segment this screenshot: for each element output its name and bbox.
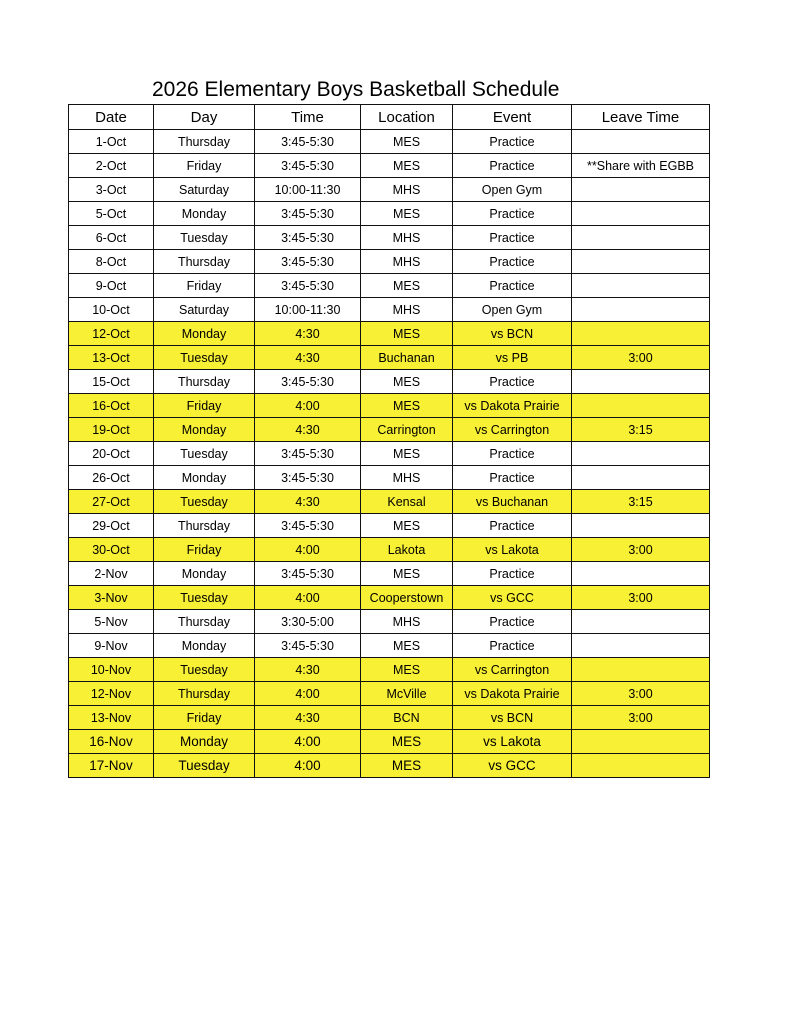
cell-location: MES <box>361 370 453 394</box>
cell-time: 10:00-11:30 <box>255 178 361 202</box>
cell-day: Tuesday <box>154 490 255 514</box>
cell-event: Practice <box>453 250 572 274</box>
cell-time: 3:45-5:30 <box>255 250 361 274</box>
cell-leave <box>572 298 710 322</box>
cell-location: MHS <box>361 178 453 202</box>
table-row <box>69 202 710 226</box>
cell-leave <box>572 178 710 202</box>
cell-date: 2-Nov <box>69 562 154 586</box>
cell-event: Practice <box>453 274 572 298</box>
cell-day: Thursday <box>154 130 255 154</box>
cell-location: MES <box>361 658 453 682</box>
cell-leave <box>572 202 710 226</box>
cell-day: Monday <box>154 466 255 490</box>
cell-time: 4:00 <box>255 538 361 562</box>
cell-location: Lakota <box>361 538 453 562</box>
cell-date: 2-Oct <box>69 154 154 178</box>
cell-event: Practice <box>453 202 572 226</box>
cell-leave <box>572 394 710 418</box>
cell-date: 19-Oct <box>69 418 154 442</box>
schedule-body <box>69 130 710 778</box>
cell-event: vs Carrington <box>453 418 572 442</box>
table-row <box>69 346 710 370</box>
header-time: Time <box>255 105 361 130</box>
cell-date: 5-Oct <box>69 202 154 226</box>
cell-location: MES <box>361 634 453 658</box>
cell-time: 3:45-5:30 <box>255 370 361 394</box>
cell-location: MES <box>361 154 453 178</box>
cell-day: Saturday <box>154 298 255 322</box>
table-row <box>69 394 710 418</box>
cell-day: Tuesday <box>154 442 255 466</box>
cell-day: Thursday <box>154 250 255 274</box>
cell-leave: 3:00 <box>572 538 710 562</box>
cell-day: Thursday <box>154 610 255 634</box>
table-row <box>69 682 710 706</box>
cell-leave <box>572 370 710 394</box>
cell-date: 3-Oct <box>69 178 154 202</box>
cell-day: Friday <box>154 538 255 562</box>
cell-time: 3:30-5:00 <box>255 610 361 634</box>
cell-date: 13-Nov <box>69 706 154 730</box>
table-row <box>69 730 710 754</box>
cell-leave <box>572 226 710 250</box>
cell-time: 3:45-5:30 <box>255 274 361 298</box>
cell-event: Practice <box>453 562 572 586</box>
cell-event: vs GCC <box>453 754 572 778</box>
cell-leave <box>572 634 710 658</box>
page-title: 2026 Elementary Boys Basketball Schedule <box>152 78 560 101</box>
cell-leave <box>572 274 710 298</box>
cell-event: Practice <box>453 634 572 658</box>
cell-date: 10-Nov <box>69 658 154 682</box>
cell-time: 3:45-5:30 <box>255 634 361 658</box>
cell-leave <box>572 754 710 778</box>
cell-time: 4:00 <box>255 682 361 706</box>
cell-date: 20-Oct <box>69 442 154 466</box>
cell-time: 4:30 <box>255 346 361 370</box>
cell-location: Kensal <box>361 490 453 514</box>
cell-location: BCN <box>361 706 453 730</box>
cell-time: 3:45-5:30 <box>255 202 361 226</box>
cell-leave <box>572 514 710 538</box>
cell-location: MES <box>361 442 453 466</box>
header-day: Day <box>154 105 255 130</box>
cell-day: Tuesday <box>154 754 255 778</box>
cell-day: Saturday <box>154 178 255 202</box>
cell-time: 4:30 <box>255 658 361 682</box>
cell-leave: **Share with EGBB <box>572 154 710 178</box>
cell-date: 26-Oct <box>69 466 154 490</box>
table-row <box>69 706 710 730</box>
cell-location: MES <box>361 514 453 538</box>
cell-leave <box>572 322 710 346</box>
cell-date: 8-Oct <box>69 250 154 274</box>
cell-date: 9-Nov <box>69 634 154 658</box>
cell-event: Practice <box>453 466 572 490</box>
cell-location: MHS <box>361 250 453 274</box>
table-row <box>69 634 710 658</box>
cell-location: MES <box>361 130 453 154</box>
table-row <box>69 658 710 682</box>
cell-event: Practice <box>453 130 572 154</box>
cell-time: 3:45-5:30 <box>255 154 361 178</box>
cell-leave: 3:00 <box>572 586 710 610</box>
cell-time: 10:00-11:30 <box>255 298 361 322</box>
cell-event: Open Gym <box>453 178 572 202</box>
table-row <box>69 226 710 250</box>
cell-leave <box>572 610 710 634</box>
cell-leave <box>572 562 710 586</box>
cell-leave: 3:00 <box>572 346 710 370</box>
cell-date: 16-Nov <box>69 730 154 754</box>
cell-date: 27-Oct <box>69 490 154 514</box>
cell-date: 29-Oct <box>69 514 154 538</box>
cell-event: Open Gym <box>453 298 572 322</box>
cell-time: 3:45-5:30 <box>255 466 361 490</box>
schedule-table <box>68 104 710 778</box>
cell-leave: 3:15 <box>572 490 710 514</box>
table-row <box>69 538 710 562</box>
cell-time: 3:45-5:30 <box>255 130 361 154</box>
cell-location: Carrington <box>361 418 453 442</box>
cell-date: 3-Nov <box>69 586 154 610</box>
cell-location: MES <box>361 754 453 778</box>
cell-event: vs Lakota <box>453 538 572 562</box>
cell-time: 4:30 <box>255 706 361 730</box>
header-date: Date <box>69 105 154 130</box>
cell-time: 4:00 <box>255 730 361 754</box>
cell-date: 17-Nov <box>69 754 154 778</box>
cell-day: Friday <box>154 706 255 730</box>
cell-day: Thursday <box>154 370 255 394</box>
cell-date: 12-Nov <box>69 682 154 706</box>
cell-location: Cooperstown <box>361 586 453 610</box>
cell-date: 12-Oct <box>69 322 154 346</box>
cell-day: Friday <box>154 154 255 178</box>
cell-time: 3:45-5:30 <box>255 562 361 586</box>
cell-time: 4:30 <box>255 490 361 514</box>
cell-day: Tuesday <box>154 658 255 682</box>
cell-leave <box>572 442 710 466</box>
cell-location: MES <box>361 202 453 226</box>
cell-event: vs Dakota Prairie <box>453 682 572 706</box>
table-row <box>69 586 710 610</box>
header-location: Location <box>361 105 453 130</box>
cell-day: Tuesday <box>154 226 255 250</box>
table-row <box>69 178 710 202</box>
cell-leave <box>572 250 710 274</box>
cell-time: 4:00 <box>255 394 361 418</box>
cell-location: MES <box>361 274 453 298</box>
cell-day: Monday <box>154 562 255 586</box>
cell-event: vs Dakota Prairie <box>453 394 572 418</box>
cell-day: Thursday <box>154 682 255 706</box>
cell-location: MHS <box>361 226 453 250</box>
cell-event: Practice <box>453 610 572 634</box>
table-row <box>69 562 710 586</box>
cell-date: 15-Oct <box>69 370 154 394</box>
cell-event: vs BCN <box>453 322 572 346</box>
cell-leave <box>572 130 710 154</box>
cell-location: McVille <box>361 682 453 706</box>
table-row <box>69 490 710 514</box>
table-row <box>69 154 710 178</box>
cell-event: Practice <box>453 226 572 250</box>
cell-location: MHS <box>361 466 453 490</box>
cell-day: Monday <box>154 202 255 226</box>
cell-leave: 3:15 <box>572 418 710 442</box>
table-row <box>69 370 710 394</box>
table-row <box>69 466 710 490</box>
cell-date: 1-Oct <box>69 130 154 154</box>
cell-time: 4:30 <box>255 322 361 346</box>
cell-leave: 3:00 <box>572 706 710 730</box>
table-row <box>69 754 710 778</box>
cell-event: Practice <box>453 514 572 538</box>
cell-time: 3:45-5:30 <box>255 442 361 466</box>
cell-location: MHS <box>361 610 453 634</box>
cell-day: Thursday <box>154 514 255 538</box>
cell-event: Practice <box>453 442 572 466</box>
table-row <box>69 514 710 538</box>
cell-day: Tuesday <box>154 586 255 610</box>
cell-time: 3:45-5:30 <box>255 514 361 538</box>
cell-leave <box>572 658 710 682</box>
table-row <box>69 322 710 346</box>
cell-day: Monday <box>154 730 255 754</box>
cell-time: 4:00 <box>255 754 361 778</box>
table-row <box>69 298 710 322</box>
cell-time: 3:45-5:30 <box>255 226 361 250</box>
cell-day: Friday <box>154 274 255 298</box>
cell-date: 5-Nov <box>69 610 154 634</box>
cell-time: 4:30 <box>255 418 361 442</box>
cell-event: vs BCN <box>453 706 572 730</box>
table-row <box>69 130 710 154</box>
table-row <box>69 610 710 634</box>
cell-date: 16-Oct <box>69 394 154 418</box>
cell-date: 30-Oct <box>69 538 154 562</box>
cell-leave <box>572 730 710 754</box>
cell-day: Friday <box>154 394 255 418</box>
cell-location: MES <box>361 562 453 586</box>
cell-event: vs PB <box>453 346 572 370</box>
cell-leave <box>572 466 710 490</box>
cell-leave: 3:00 <box>572 682 710 706</box>
cell-event: vs Carrington <box>453 658 572 682</box>
cell-date: 13-Oct <box>69 346 154 370</box>
table-row <box>69 418 710 442</box>
cell-event: Practice <box>453 370 572 394</box>
cell-location: MES <box>361 394 453 418</box>
cell-time: 4:00 <box>255 586 361 610</box>
cell-event: Practice <box>453 154 572 178</box>
header-row <box>69 105 710 130</box>
cell-day: Monday <box>154 418 255 442</box>
cell-date: 6-Oct <box>69 226 154 250</box>
cell-day: Monday <box>154 634 255 658</box>
cell-location: MES <box>361 322 453 346</box>
header-leave-time: Leave Time <box>572 105 710 130</box>
cell-location: MES <box>361 730 453 754</box>
cell-location: Buchanan <box>361 346 453 370</box>
cell-date: 9-Oct <box>69 274 154 298</box>
table-row <box>69 442 710 466</box>
cell-event: vs Lakota <box>453 730 572 754</box>
cell-event: vs GCC <box>453 586 572 610</box>
table-row <box>69 250 710 274</box>
cell-location: MHS <box>361 298 453 322</box>
cell-day: Tuesday <box>154 346 255 370</box>
cell-day: Monday <box>154 322 255 346</box>
cell-date: 10-Oct <box>69 298 154 322</box>
header-event: Event <box>453 105 572 130</box>
table-row <box>69 274 710 298</box>
cell-event: vs Buchanan <box>453 490 572 514</box>
